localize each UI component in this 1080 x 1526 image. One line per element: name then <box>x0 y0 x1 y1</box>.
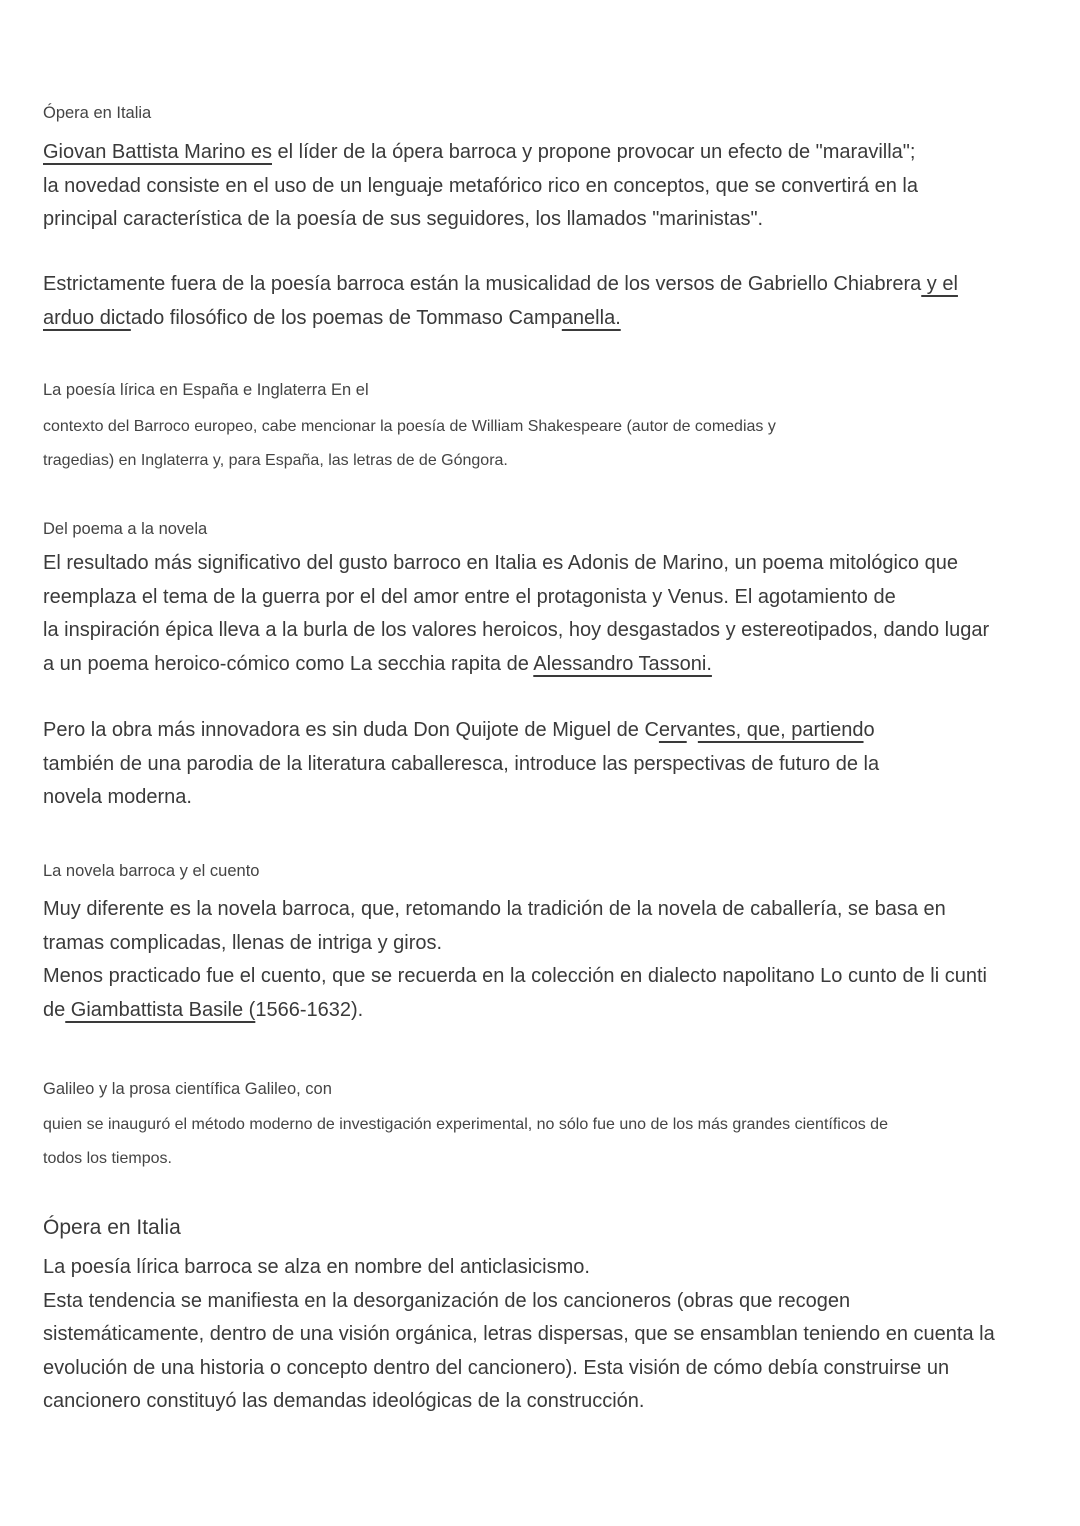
text-span: o <box>863 719 875 741</box>
text-line <box>43 714 879 748</box>
section-heading-opera-italia: Ópera en Italia <box>43 104 152 122</box>
text-span: a un poema heroico-cómico como La secchia rapita de <box>43 652 534 675</box>
text-line: Menos practicado fue el cuento, que se recuerda en la colección en dialecto napolitano Lo cunto de li cunti <box>43 965 987 987</box>
section-heading-novela-barroca: La novela barroca y el cuento <box>43 862 260 880</box>
text-span: Estrictamente fuera de la poesía barroca están la musicalidad de los versos de Gabriello Chiabrera <box>43 273 922 295</box>
text-span: de <box>43 998 66 1021</box>
paragraph-marino <box>43 136 918 237</box>
text-span: Pero la obra más innovadora es sin duda Don Quijote de Miguel de C <box>43 719 659 741</box>
section-heading-galileo: Galileo y la prosa científica Galileo, con <box>43 1080 332 1098</box>
paragraph-quijote <box>43 714 879 815</box>
text-line: Muy diferente es la novela barroca, que, retomando la tradición de la novela de caballería, se basa en <box>43 898 946 920</box>
text-line: tramas complicadas, llenas de intriga y giros. <box>43 931 443 954</box>
underlined-text: Giovan Battista Marino e <box>43 141 262 163</box>
text-span: 1566-1632). <box>255 998 364 1021</box>
text-line: la novedad consiste en el uso de un lenguaje metafórico rico en conceptos, que se convertirá en la <box>43 174 918 197</box>
underlined-text: anella. <box>561 306 621 329</box>
underlined-text: Alessandro Tassoni. <box>533 652 712 675</box>
text-line: principal característica de la poesía de sus seguidores, los llamados "marinistas". <box>43 208 764 230</box>
section-heading-poema-novela: Del poema a la novela <box>43 520 208 538</box>
text-line: cancionero constituyó las demandas ideológicas de la construcción. <box>43 1390 645 1412</box>
text-line: contexto del Barroco europeo, cabe mencionar la poesía de William Shakespeare (autor de comedias y <box>43 418 776 435</box>
section-heading-opera-italia-2: Ópera en Italia <box>43 1216 181 1239</box>
text-line <box>43 648 989 682</box>
text-line: reemplaza el tema de la guerra por el del amor entre el protagonista y Venus. El agotamiento de <box>43 585 896 608</box>
paragraph-novela-cuento <box>43 893 987 1027</box>
text-line: la inspiración épica lleva a la burla de los valores heroicos, hoy desgastados y estereotipados, dando lugar <box>43 619 990 641</box>
text-line: novela moderna. <box>43 786 192 808</box>
underlined-text: s <box>262 141 272 163</box>
text-line: también de una parodia de la literatura caballeresca, introduce las perspectivas de futuro de la <box>43 752 880 775</box>
text-line: La poesía lírica barroca se alza en nombre del anticlasicismo. <box>43 1256 590 1278</box>
text-line <box>43 302 958 336</box>
text-line <box>43 268 958 302</box>
text-line: sistemáticamente, dentro de una visión orgánica, letras dispersas, que se ensamblan teniendo en cuenta la <box>43 1323 995 1345</box>
text-span: el líder de la ópera barroca y propone provocar un efecto de "maravilla"; <box>272 141 916 163</box>
paragraph-chiabrera <box>43 268 958 335</box>
text-span: ado filosófico de los poemas de Tommaso Camp <box>130 306 562 329</box>
text-line: evolución de una historia o concepto dentro del cancionero). Esta visión de cómo debía construirse un <box>43 1356 950 1379</box>
paragraph-adonis <box>43 547 989 681</box>
text-line: Esta tendencia se manifiesta en la desorganización de los cancioneros (obras que recogen <box>43 1289 851 1312</box>
text-span: a <box>686 719 698 741</box>
text-line <box>43 136 918 170</box>
text-line: El resultado más significativo del gusto barroco en Italia es Adonis de Marino, un poema mitológico que <box>43 552 958 574</box>
underlined-text: y el <box>921 273 958 295</box>
text-line: quien se inauguró el método moderno de investigación experimental, no sólo fue uno de los más grandes científicos de <box>43 1116 888 1133</box>
text-line: todos los tiempos. <box>43 1150 172 1167</box>
underlined-text: arduo dict <box>43 306 131 329</box>
text-line <box>43 994 987 1028</box>
section-heading-poesia-lirica: La poesía lírica en España e Inglaterra En el <box>43 381 369 399</box>
text-line: tragedias) en Inglaterra y, para España, las letras de de Góngora. <box>43 452 508 469</box>
underlined-text: erv <box>658 719 687 741</box>
paragraph-anticlasicismo <box>43 1251 995 1419</box>
underlined-text: ntes, que, partiend <box>697 719 864 741</box>
underlined-text: Giambattista Basile ( <box>65 998 256 1021</box>
